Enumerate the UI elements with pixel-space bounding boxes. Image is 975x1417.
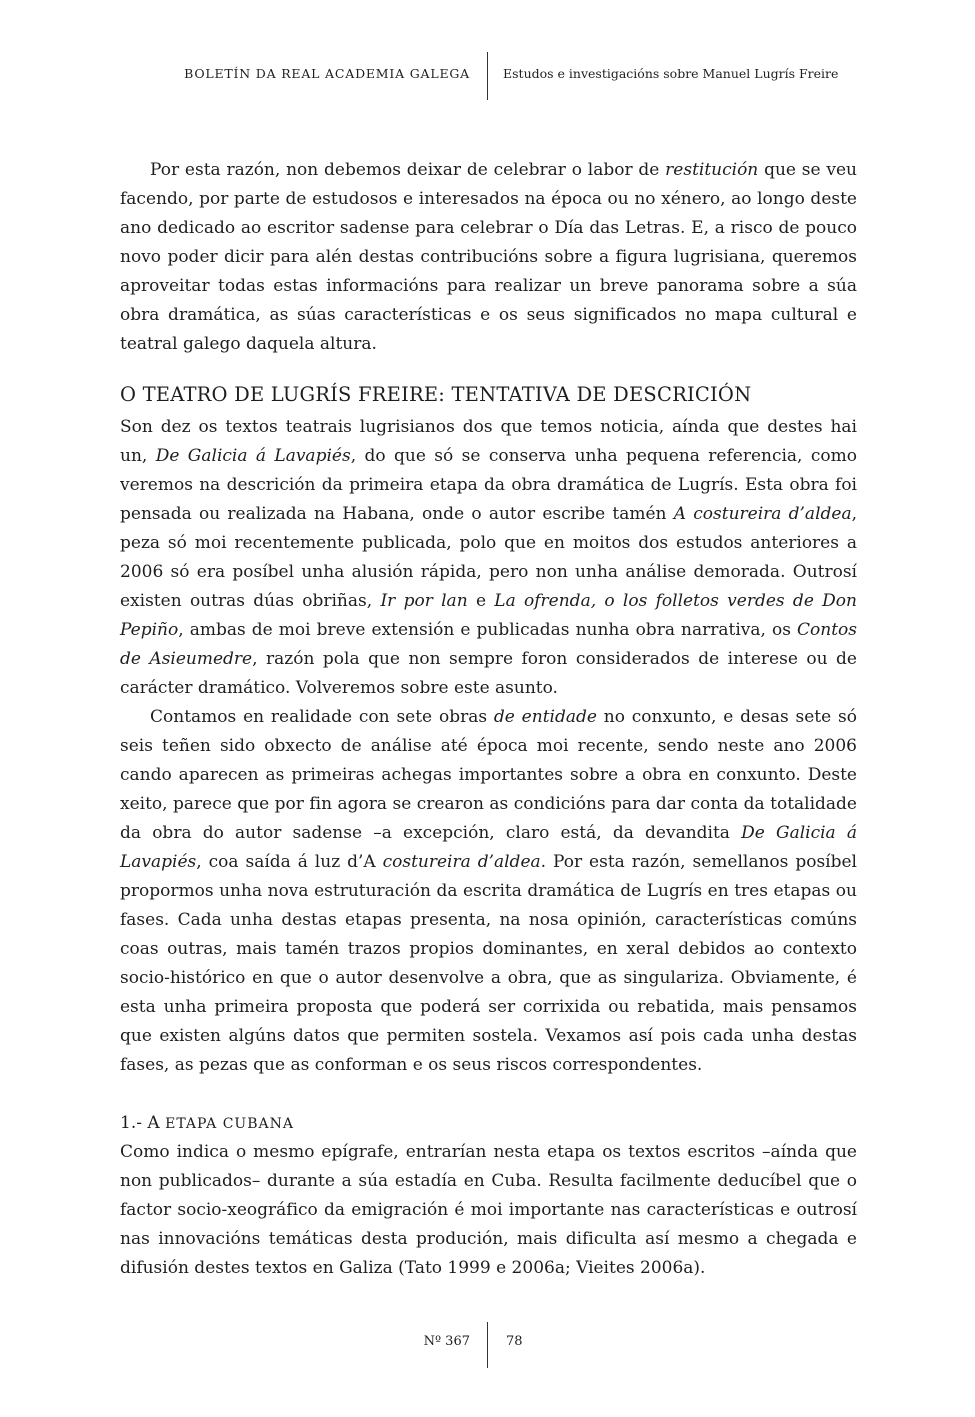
italic-term: de entidade bbox=[493, 707, 597, 727]
header-divider bbox=[487, 52, 488, 100]
paragraph-1 bbox=[120, 156, 857, 359]
italic-title: Contos de Asieumedre bbox=[120, 620, 857, 669]
italic-title: Ir por lan bbox=[380, 591, 468, 611]
journal-title: BOLETÍN DA REAL ACADEMIA GALEGA bbox=[184, 66, 470, 81]
subsection-title: ETAPA CUBANA bbox=[159, 1116, 294, 1132]
paragraph-4: Como indica o mesmo epígrafe, entrarían nesta etapa os textos escritos –aínda que non publicados– durante a súa estadía en Cuba. Resulta facilmente deducíbel que o factor socio-xeográfico da emigración é moi importante nas características e outrosí nas innovacións temáticas desta produción, mais dificulta así mesmo a chegada e difusión destes textos en Galiza (Tato 1999 e 2006a; Vieites 2006a). bbox=[120, 1142, 857, 1278]
page-number: 78 bbox=[506, 1334, 523, 1349]
italic-title: De Galicia á Lavapiés bbox=[155, 446, 351, 466]
subsection-heading bbox=[120, 1109, 857, 1138]
italic-title: La ofrenda, o los folletos verdes de Don Pepiño bbox=[120, 591, 857, 640]
text-run: , ambas de moi breve extensión e publicadas nunha obra narrativa, os bbox=[178, 620, 798, 640]
italic-title: costureira d’aldea bbox=[382, 852, 541, 872]
text-run: no conxunto, e desas sete só seis teñen sido obxecto de análise até época moi recente, sendo neste ano 2006 cando aparecen as primeiras achegas importantes sobre a obra en conxunto. Deste xeito, parece que por fin agora se crearon as condicións para dar conta da totalidade da obra do autor sadense –a excepción, claro está, da devandita bbox=[120, 707, 857, 843]
italic-term: restitución bbox=[665, 160, 759, 180]
subsection-initial: A bbox=[147, 1113, 160, 1133]
italic-title: De Galicia á Lavapiés bbox=[120, 823, 857, 872]
text-run: , peza só moi recentemente publicada, polo que en moitos dos estudos anteriores a 2006 só era posíbel unha alusión rápida, pero non unha análise demorada. Outrosí existen outras dúas obriñas, bbox=[120, 504, 857, 611]
issue-number: Nº 367 bbox=[423, 1334, 470, 1349]
text-run: , do que só se conserva unha pequena referencia, como veremos na descrición da primeira etapa da obra dramática de Lugrís. Esta obra foi pensada ou realizada na Habana, onde o autor escribe tamén bbox=[120, 446, 857, 524]
paragraph-3 bbox=[120, 703, 857, 1080]
text-run: que se veu facendo, por parte de estudosos e interesados na época ou no xénero, ao longo deste ano dedicado ao escritor sadense para celebrar o Día das Letras. E, a risco de pouco novo poder dicir para alén destas contribucións sobre a figura lugrisiana, queremos aproveitar todas estas informacións para realizar un breve panorama sobre a súa obra dramática, as súas características e os seus significados no mapa cultural e teatral galego daquela altura. bbox=[120, 160, 857, 354]
page-body bbox=[120, 156, 857, 1283]
footer-divider bbox=[487, 1322, 488, 1368]
text-run: Son dez os textos teatrais lugrisianos dos que temos noticia, aínda que destes hai un, bbox=[120, 417, 857, 466]
section-heading: O TEATRO DE LUGRÍS FREIRE: TENTATIVA DE DESCRICIÓN bbox=[120, 383, 752, 406]
italic-title: A costureira d’aldea bbox=[673, 504, 852, 524]
text-run: . Por esta razón, semellanos posíbel propormos unha nova estruturación da escrita dramática de Lugrís en tres etapas ou fases. Cada unha destas etapas presenta, na nosa opinión, características comúns coas outras, mais tamén trazos propios dominantes, en xeral debidos ao contexto socio-histórico en que o autor desenvolve a obra, que as singulariza. Obviamente, é esta unha primeira proposta que poderá ser corrixida ou rebatida, mais pensamos que existen algúns datos que permiten sostela. Vexamos así pois cada unha destas fases, as pezas que as conforman e os seus riscos correspondentes. bbox=[120, 852, 857, 1075]
subsection-number: 1.- bbox=[120, 1113, 148, 1133]
text-run: e bbox=[467, 591, 495, 611]
section-title: Estudos e investigacións sobre Manuel Lugrís Freire bbox=[503, 66, 839, 81]
text-run: Por esta razón, non debemos deixar de celebrar o labor de bbox=[150, 160, 666, 180]
text-run: , coa saída á luz d’A bbox=[196, 852, 383, 872]
paragraph-2 bbox=[120, 413, 857, 703]
text-run: , razón pola que non sempre foron considerados de interese ou de carácter dramático. Volveremos sobre este asunto. bbox=[120, 649, 857, 698]
text-run: Contamos en realidade con sete obras bbox=[150, 707, 494, 727]
